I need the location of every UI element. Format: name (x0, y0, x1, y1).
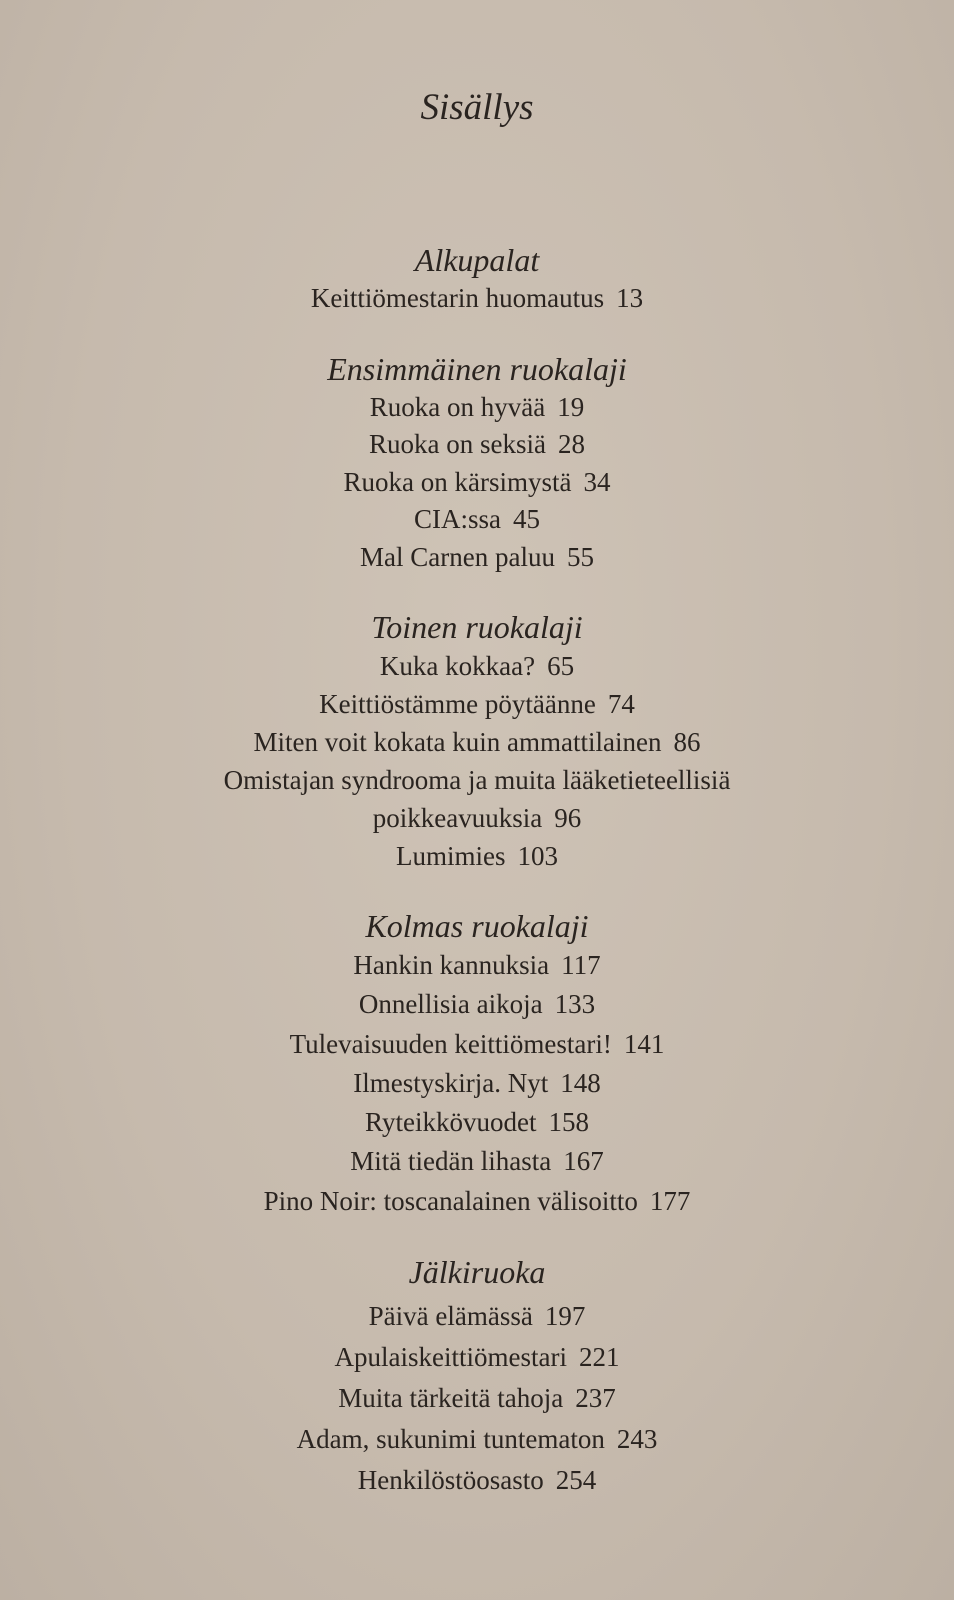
toc-entry (0, 1419, 954, 1460)
entry-title: Tulevaisuuden keittiömestari! (289, 1028, 612, 1059)
entry-title: CIA:ssa (414, 504, 501, 534)
section-heading: Toinen ruokalaji (371, 609, 583, 645)
toc-entry (0, 837, 954, 875)
toc-entry (0, 501, 954, 539)
toc-entry (0, 1296, 954, 1337)
toc-entry (0, 1182, 954, 1221)
entry-page-number: 197 (544, 1301, 586, 1332)
entry-page-number: 167 (563, 1146, 604, 1177)
entry-title: Omistajan syndrooma ja muita lääketieteellisiä poikkeavuuksia (223, 765, 731, 833)
entry-page-number: 96 (554, 803, 582, 833)
toc-entry (0, 1103, 954, 1142)
entry-title: Ilmestyskirja. Nyt (353, 1067, 549, 1098)
entry-page-number: 65 (547, 651, 575, 681)
entry-page-number: 254 (555, 1465, 597, 1496)
toc-entry (0, 946, 954, 985)
entry-title: Mal Carnen paluu (360, 541, 555, 572)
toc-entry (0, 761, 954, 837)
entry-page-number: 237 (575, 1383, 616, 1414)
entry-title: Ryteikkövuodet (365, 1107, 537, 1138)
table-of-contents (0, 240, 954, 1532)
toc-section (0, 906, 954, 1221)
entry-page-number: 133 (554, 989, 596, 1020)
entry-page-number: 28 (557, 429, 585, 459)
entry-page-number: 243 (616, 1424, 658, 1455)
toc-section (0, 240, 954, 318)
entry-title: Pino Noir: toscanalainen välisoitto (263, 1185, 638, 1216)
entry-title: Päivä elämässä (368, 1301, 533, 1332)
toc-entry (0, 280, 954, 318)
toc-section (0, 1252, 954, 1501)
entry-page-number: 117 (561, 950, 601, 980)
entry-title: Adam, sukunimi tuntematon (296, 1424, 605, 1455)
toc-entry (0, 685, 954, 723)
page-title: Sisällys (420, 87, 534, 128)
toc-entry (0, 1460, 954, 1501)
entry-title: Keittiöstämme pöytäänne (319, 689, 596, 719)
entry-page-number: 158 (548, 1107, 589, 1138)
section-heading: Alkupalat (414, 242, 540, 278)
entry-page-number: 13 (616, 283, 644, 313)
entry-title: Hankin kannuksia (353, 950, 550, 980)
toc-entry (0, 389, 954, 427)
toc-entry (0, 723, 954, 761)
entry-title: Ruoka on hyvää (369, 391, 546, 422)
entry-title: Miten voit kokata kuin ammattilainen (253, 727, 662, 757)
entry-page-number: 86 (673, 727, 701, 757)
entry-title: Mitä tiedän lihasta (350, 1146, 552, 1177)
toc-entry (0, 647, 954, 685)
toc-entry (0, 1337, 954, 1378)
entry-title: Kuka kokkaa? (379, 651, 536, 681)
section-heading: Jälkiruoka (408, 1254, 546, 1291)
section-heading: Ensimmäinen ruokalaji (327, 350, 627, 387)
entry-title: Ruoka on seksiä (369, 429, 546, 459)
toc-entry (0, 1142, 954, 1181)
toc-section (0, 607, 954, 875)
entry-page-number: 221 (578, 1342, 620, 1373)
entry-title: Keittiömestarin huomautus (310, 283, 605, 313)
entry-page-number: 55 (566, 541, 594, 572)
toc-entry (0, 1025, 954, 1064)
section-heading: Kolmas ruokalaji (365, 908, 589, 944)
entry-title: Ruoka on kärsimystä (343, 466, 572, 497)
entry-page-number: 34 (583, 466, 611, 497)
toc-entry (0, 1378, 954, 1419)
entry-page-number: 103 (517, 841, 558, 871)
toc-entry (0, 1064, 954, 1103)
toc-entry (0, 464, 954, 502)
entry-page-number: 148 (560, 1067, 601, 1098)
entry-page-number: 19 (557, 391, 585, 422)
toc-section (0, 349, 954, 577)
entry-page-number: 74 (607, 689, 635, 719)
toc-entry (0, 985, 954, 1024)
entry-page-number: 177 (649, 1185, 691, 1216)
toc-entry (0, 539, 954, 577)
entry-title: Onnellisia aikoja (358, 989, 543, 1020)
toc-entry (0, 426, 954, 464)
entry-title: Lumimies (396, 841, 506, 871)
entry-page-number: 141 (623, 1028, 665, 1059)
entry-title: Apulaiskeittiömestari (334, 1342, 567, 1373)
entry-page-number: 45 (513, 504, 540, 534)
entry-title: Henkilöstöosasto (357, 1465, 544, 1496)
entry-title: Muita tärkeitä tahoja (338, 1383, 564, 1414)
